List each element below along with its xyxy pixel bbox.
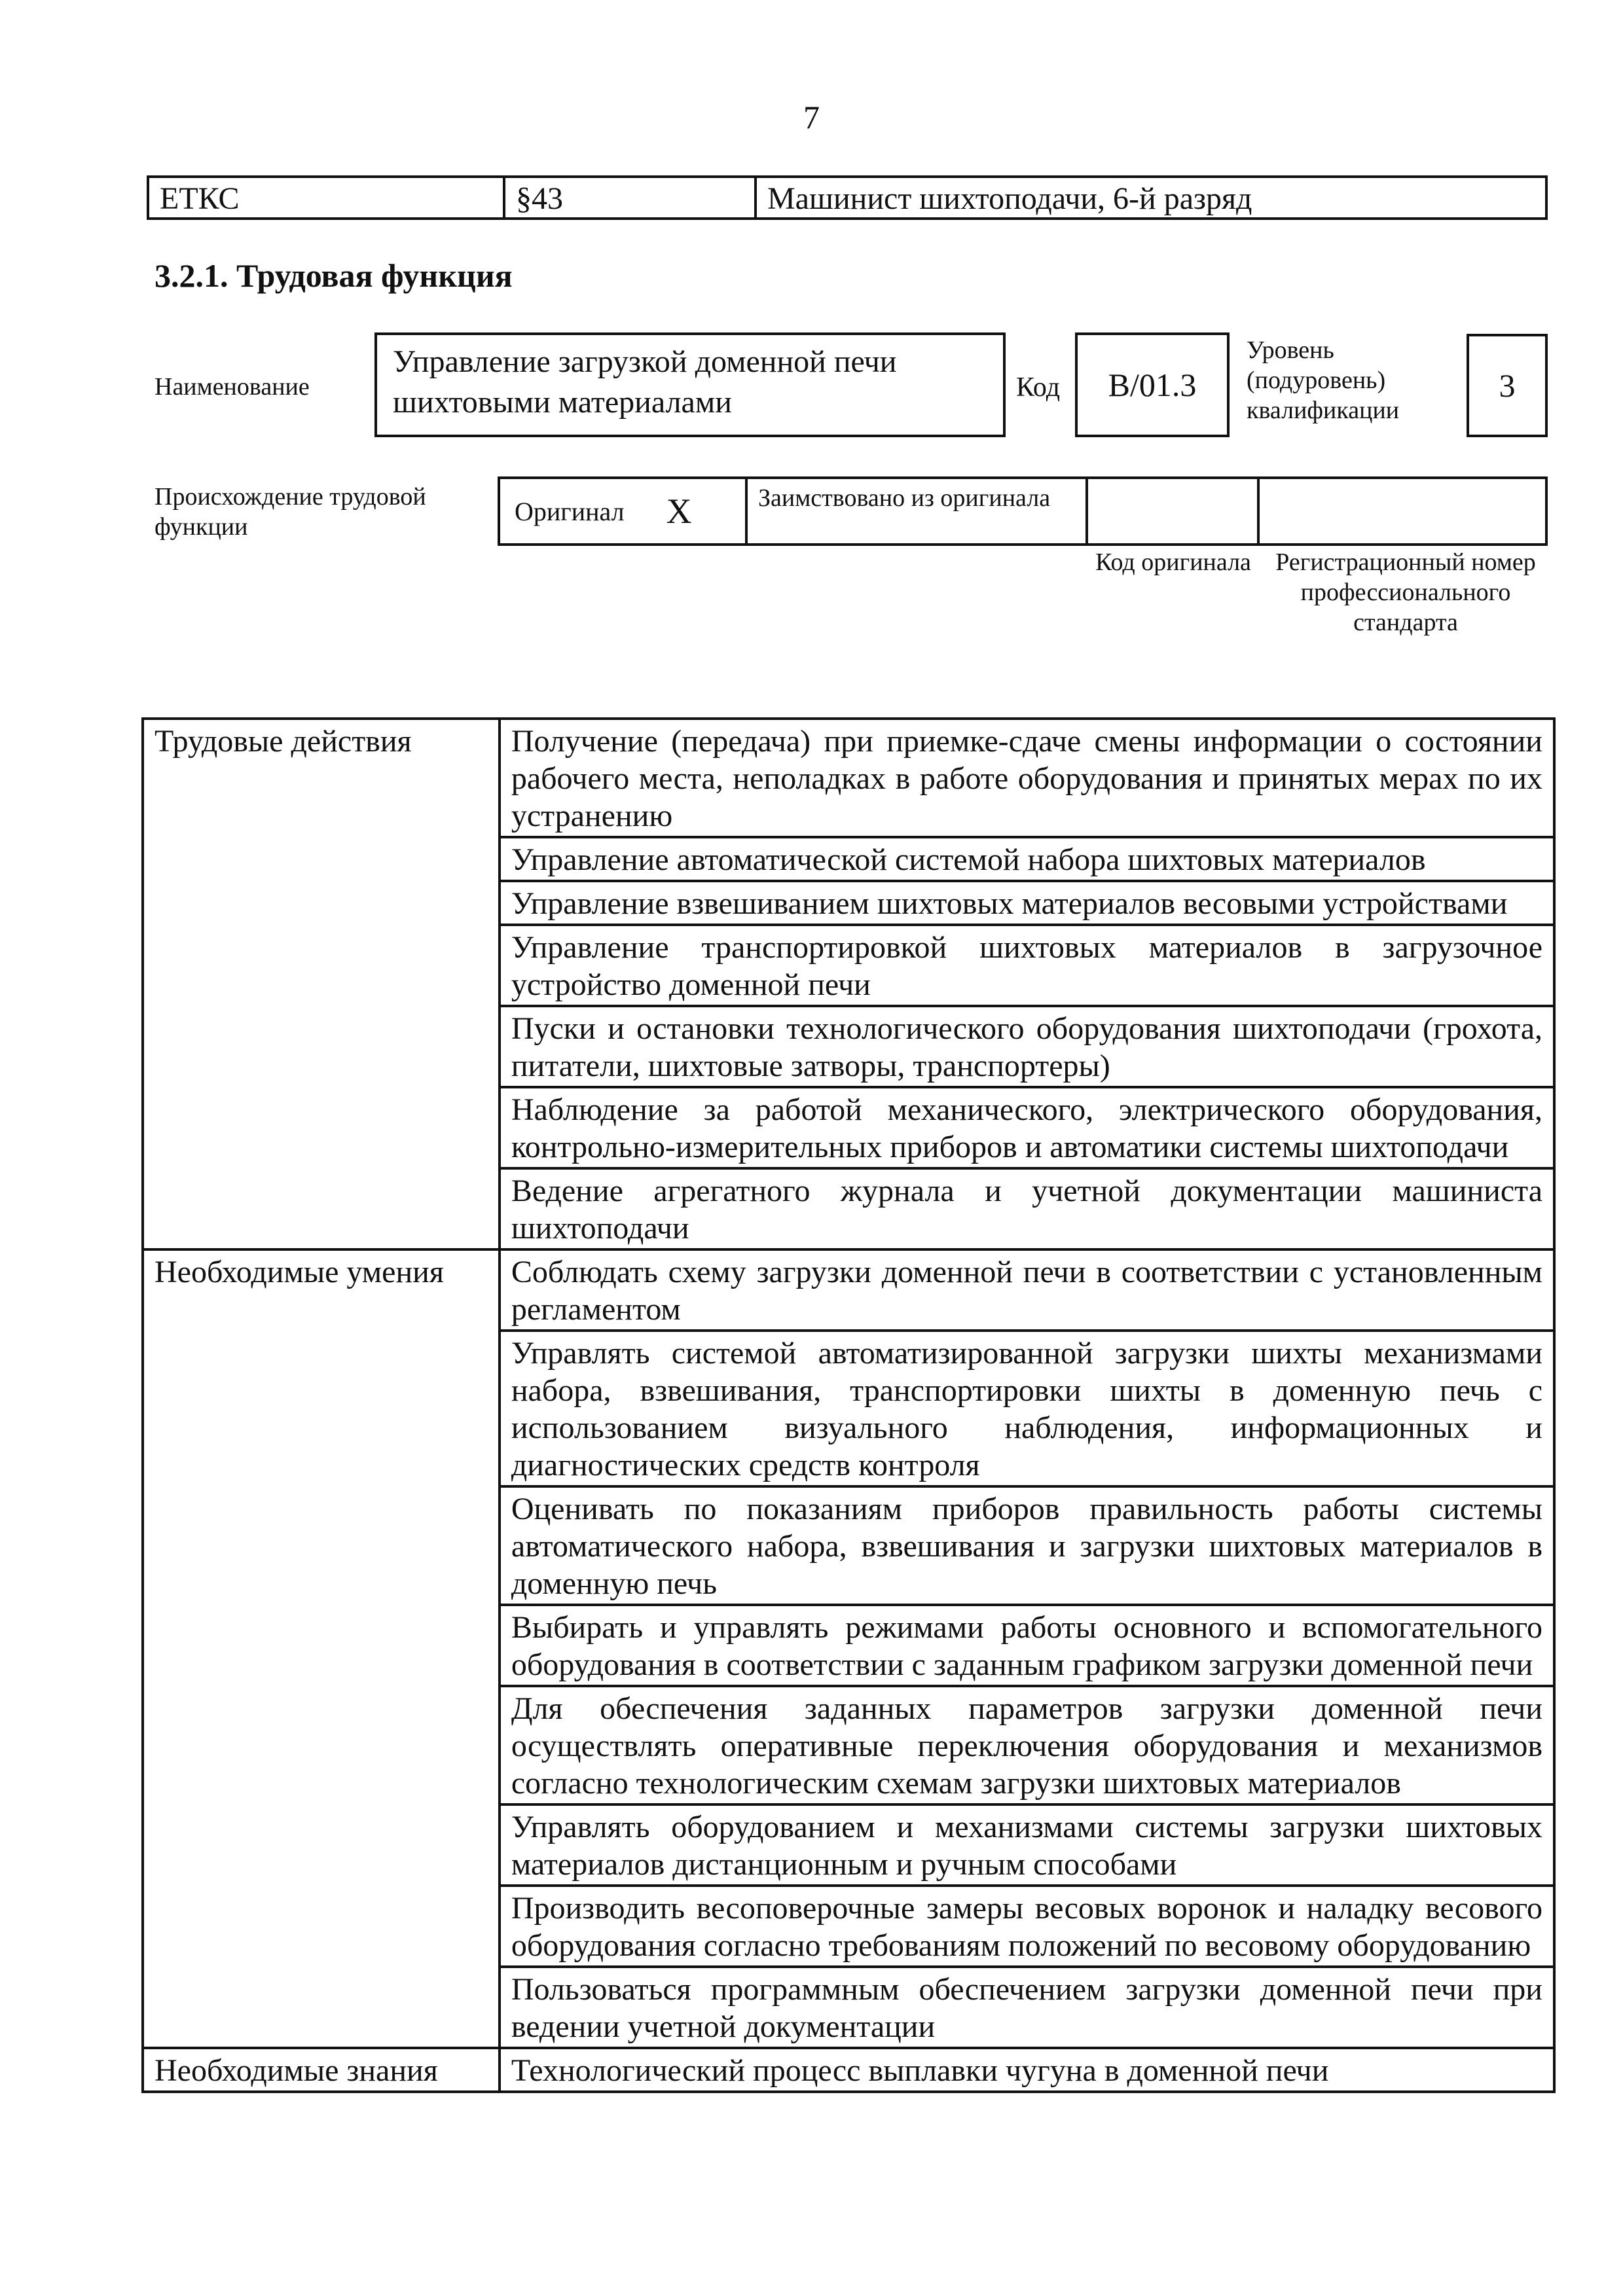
function-code-box: B/01.3 bbox=[1075, 332, 1230, 437]
origin-label: Происхождение трудовой функции bbox=[155, 483, 426, 541]
table-cell: Пользоваться программным обеспечением загрузки доменной печи при ведении учетной документации bbox=[500, 1967, 1554, 2048]
table-cell: Соблюдать схему загрузки доменной печи в соответствии с установленным регламентом bbox=[500, 1249, 1554, 1331]
table-cell: Производить весоповерочные замеры весовых воронок и наладку весового оборудования согласно требованиям положений по весовому оборудованию bbox=[500, 1886, 1554, 1967]
origin-row bbox=[498, 476, 1548, 546]
borrowed-cell: Заимствовано из оригинала bbox=[748, 479, 1088, 543]
table-cell: Управление транспортировкой шихтовых материалов в загрузочное устройство доменной печи bbox=[500, 925, 1554, 1006]
category-skills: Необходимые умения bbox=[143, 1249, 500, 2048]
etks-label: ЕТКС bbox=[149, 178, 505, 217]
section-heading: 3.2.1. Трудовая функция bbox=[155, 257, 513, 294]
table-cell: Ведение агрегатного журнала и учетной документации машиниста шихтоподачи bbox=[500, 1168, 1554, 1249]
original-label: Оригинал bbox=[515, 496, 625, 526]
table-cell: Оценивать по показаниям приборов правильность работы системы автоматического набора, взвешивания и загрузки шихтовых материалов в доменную печь bbox=[500, 1486, 1554, 1605]
original-code-cell bbox=[1088, 479, 1260, 543]
category-knowledge: Необходимые знания bbox=[143, 2048, 500, 2092]
requirements-table bbox=[141, 717, 1556, 2093]
table-row bbox=[143, 1249, 1554, 1331]
caption-registration-number: Регистрационный номер профессионального стандарта bbox=[1275, 548, 1536, 636]
table-cell: Для обеспечения заданных параметров загрузки доменной печи осуществлять оперативные переключения оборудования и механизмов согласно технологическим схемам загрузки шихтовых материалов bbox=[500, 1686, 1554, 1804]
code-label: Код bbox=[1016, 372, 1061, 403]
table-cell: Наблюдение за работой механического, электрического оборудования, контрольно-измерительных приборов и автоматики системы шихтоподачи bbox=[500, 1087, 1554, 1168]
name-label: Наименование bbox=[155, 373, 310, 401]
table-row bbox=[143, 719, 1554, 837]
page-number: 7 bbox=[803, 99, 820, 135]
function-name-box: Управление загрузкой доменной печи шихтовыми материалами bbox=[374, 332, 1006, 437]
table-cell: Управлять оборудованием и механизмами системы загрузки шихтовых материалов дистанционным и ручным способами bbox=[500, 1804, 1554, 1886]
table-cell: Получение (передача) при приемке-сдаче смены информации о состоянии рабочего места, неполадках в работе оборудования и принятых мерах по их устранению bbox=[500, 719, 1554, 837]
table-row bbox=[143, 2048, 1554, 2092]
etks-row bbox=[147, 175, 1548, 220]
etks-profession: Машинист шихтоподачи, 6-й разряд bbox=[767, 181, 1252, 216]
table-cell: Выбирать и управлять режимами работы основного и вспомогательного оборудования в соответствии с заданным графиком загрузки доменной печи bbox=[500, 1605, 1554, 1686]
original-mark: X bbox=[666, 492, 692, 531]
table-cell: Технологический процесс выплавки чугуна в доменной печи bbox=[500, 2048, 1554, 2092]
level-label: Уровень (подуровень) квалификации bbox=[1247, 336, 1400, 424]
table-cell: Пуски и остановки технологического оборудования шихтоподачи (грохота, питатели, шихтовые затворы, транспортеры) bbox=[500, 1006, 1554, 1087]
table-cell: Управление автоматической системой набора шихтовых материалов bbox=[500, 837, 1554, 881]
table-cell: Управление взвешиванием шихтовых материалов весовыми устройствами bbox=[500, 881, 1554, 925]
registration-number-cell bbox=[1260, 479, 1545, 543]
table-cell: Управлять системой автоматизированной загрузки шихты механизмами набора, взвешивания, транспортировки шихты в доменную печь с использованием визуального наблюдения, информационных и диагностических средств контроля bbox=[500, 1331, 1554, 1486]
category-labor-actions: Трудовые действия bbox=[143, 719, 500, 1249]
original-cell bbox=[500, 479, 748, 543]
level-box: 3 bbox=[1467, 334, 1548, 437]
caption-original-code: Код оригинала bbox=[1095, 548, 1251, 576]
etks-paragraph: §43 bbox=[505, 178, 757, 217]
